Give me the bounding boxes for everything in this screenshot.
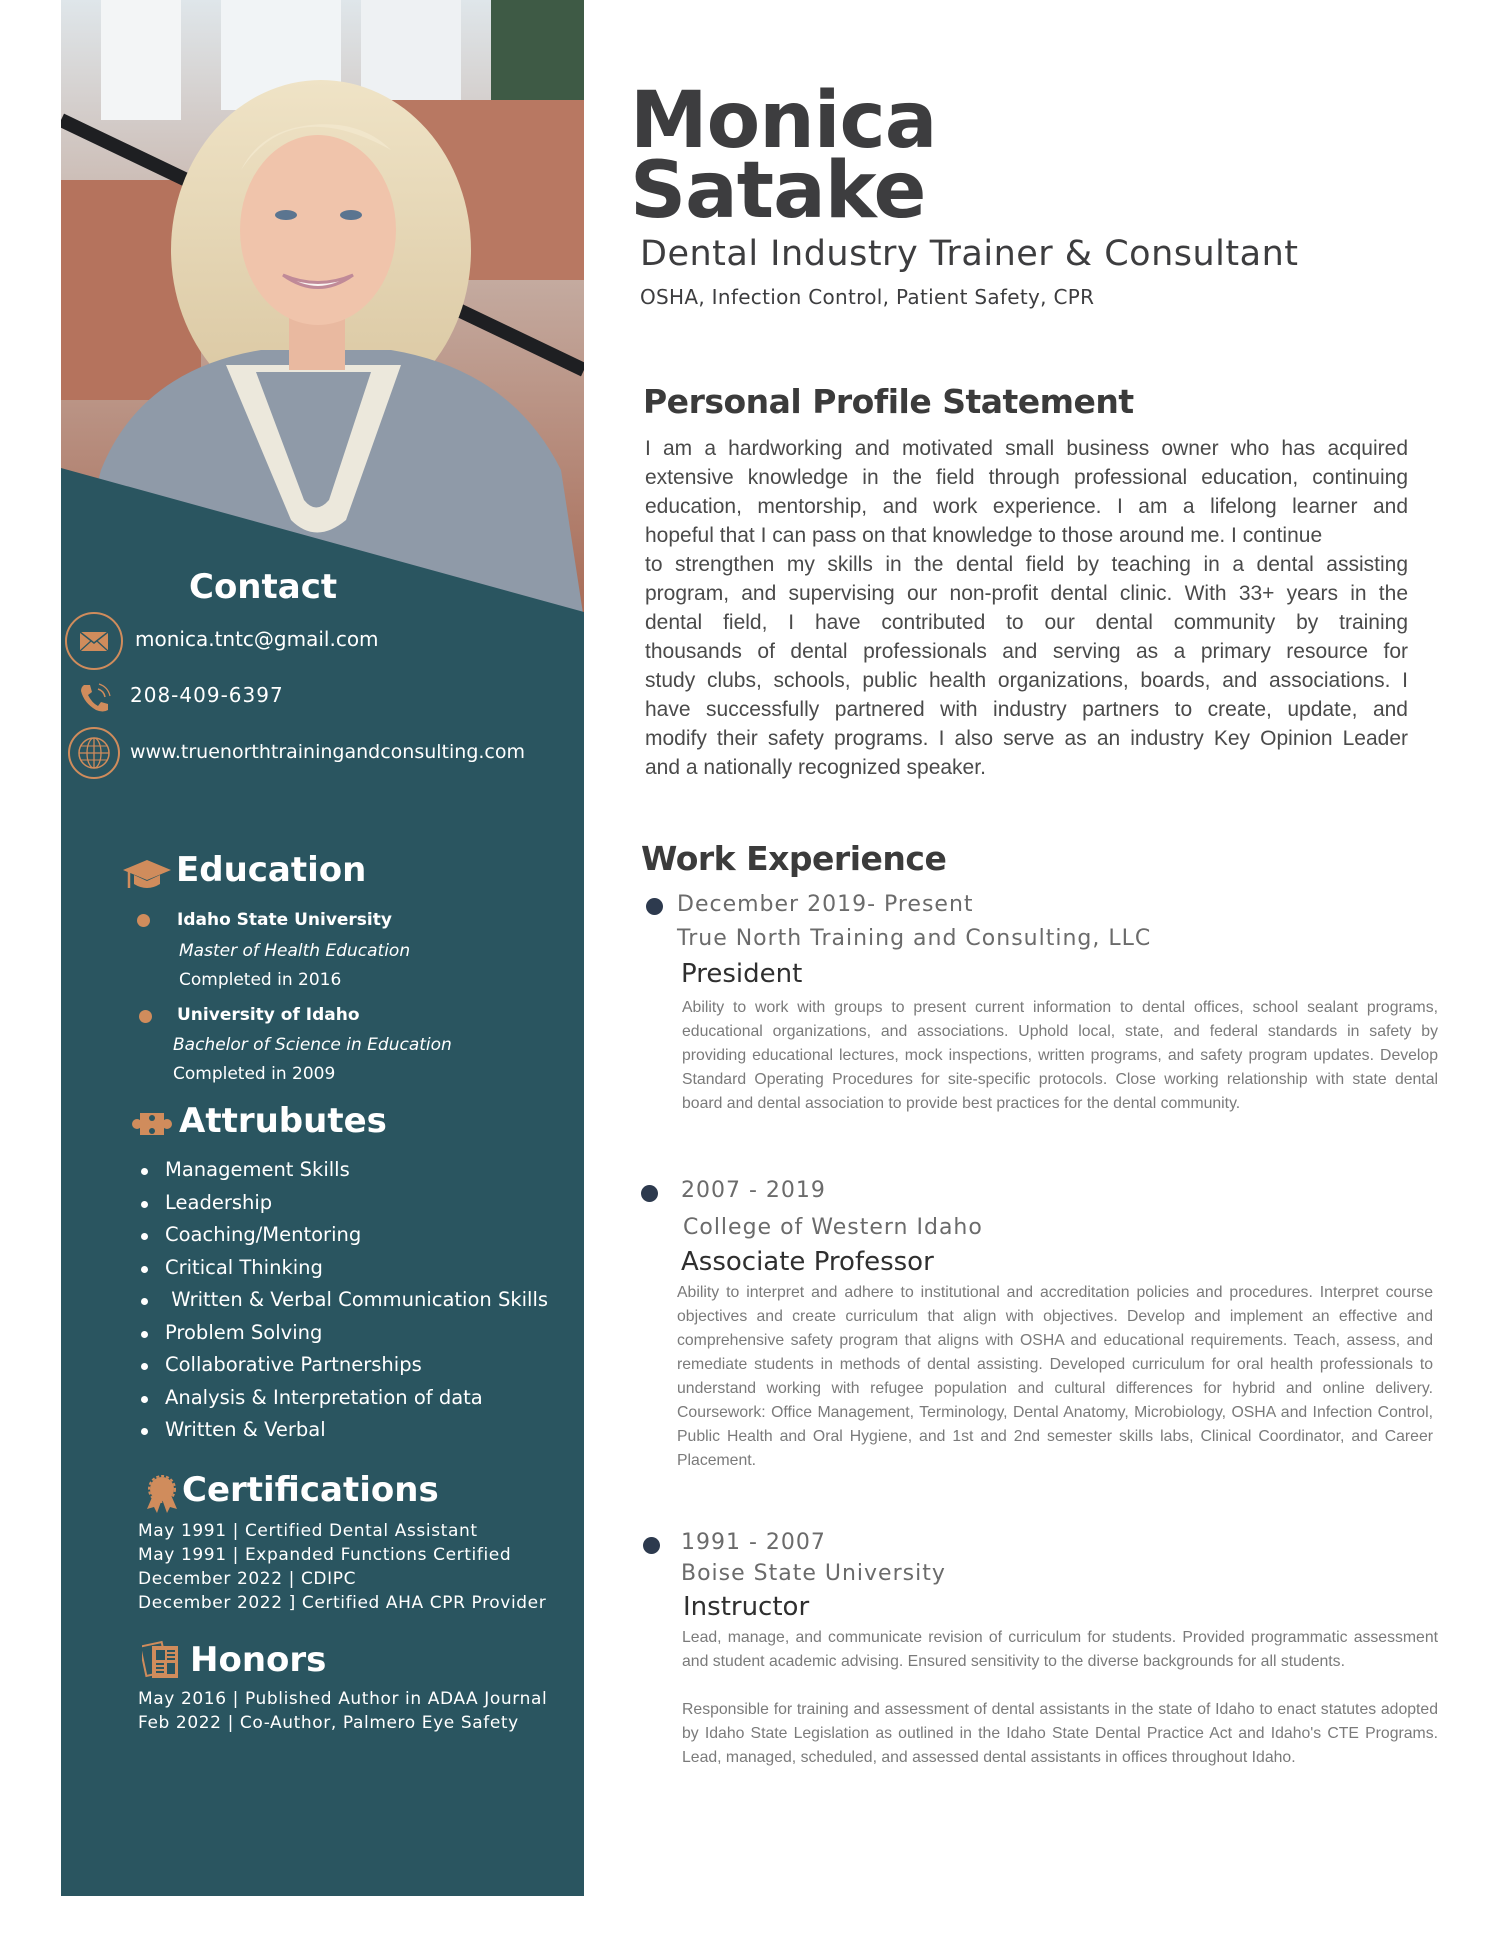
profile-line: modify their safety programs. I also serve as an industry Key Opinion Leader [645, 727, 1408, 750]
job-description-continued: Responsible for training and assessment of dental assistants in the state of Idaho to enact statutes adopted by Idaho State Legislation as outlined in the Idaho State Dental Practice Act and Idaho's CTE Programs. Lead, managed, scheduled, and assessed dental assistants in offices throughout Idaho. [682, 1701, 1438, 1766]
attribute-bullet [141, 1428, 148, 1435]
attribute-bullet [141, 1298, 148, 1305]
globe-icon [67, 726, 121, 780]
attribute-item: Management Skills [165, 1158, 350, 1181]
contact-phone[interactable]: 208-409-6397 [130, 683, 284, 707]
first-name: Monica [630, 76, 937, 166]
job-title: President [681, 959, 803, 989]
certifications-heading: Certifications [182, 1470, 439, 1510]
job-dates: 2007 - 2019 [681, 1178, 826, 1203]
education-heading: Education [176, 850, 367, 890]
job-dates: December 2019- Present [677, 892, 974, 917]
graduation-cap-icon [123, 860, 171, 892]
education-degree: Master of Health Education [179, 941, 411, 961]
attribute-bullet [141, 1331, 148, 1338]
profile-line: I am a hardworking and motivated small business owner who has acquired [645, 437, 1408, 460]
honors-heading: Honors [190, 1640, 327, 1680]
job-company: True North Training and Consulting, LLC [677, 926, 1152, 951]
job-description: Ability to work with groups to present current information to dental offices, school sealant programs, educational organizations, and associations. Uphold local, state, and federal standards in safety by providing educational lectures, mock inspections, written programs, and safety program updates. Develop Standard Operating Procedures for site-specific protocols. Close working relationship with state dental board and dental association to provide best practices for the dental community. [682, 999, 1438, 1112]
job-description: Lead, manage, and communicate revision of curriculum for students. Provided programmatic assessment and student academic advising. Ensured sensitivity to the diverse backgrounds for all students. [682, 1629, 1438, 1670]
job-dates: 1991 - 2007 [681, 1530, 826, 1555]
award-ribbon-icon [145, 1475, 179, 1513]
honor-item: May 2016 | Published Author in ADAA Journal [138, 1689, 548, 1709]
profile-line: extensive knowledge in the field through professional education, continuing [645, 466, 1408, 489]
job-description: Ability to interpret and adhere to institutional and accreditation policies and procedures. Interpret course objectives and create curriculum that align with objectives. Develop and implement an effective and comprehensive safety program that aligns with OSHA and educational requirements. Teach, assess, and remediate students in methods of dental assisting. Developed curriculum for oral health professionals to understand working with refugee population and cultural differences for hybrid and online delivery. Coursework: Office Management, Terminology, Dental Anatomy, Microbiology, OSHA and Infection Control, Public Health and Oral Hygiene, and 1st and 2nd semester skills labs, Clinical Coordinator, and Career Placement. [677, 1284, 1433, 1469]
profile-line: dental field, I have contributed to our dental community by training [645, 611, 1408, 634]
contact-heading: Contact [189, 567, 338, 607]
profile-line: thousands of dental professionals and serving as a primary resource for [645, 640, 1408, 663]
newspaper-icon [142, 1640, 182, 1680]
attribute-item: Critical Thinking [165, 1255, 323, 1279]
attributes-heading: Attrubutes [179, 1101, 387, 1141]
profile-heading: Personal Profile Statement [643, 382, 1134, 421]
profile-line: education, mentorship, and work experience. I am a lifelong learner and [645, 495, 1408, 518]
profile-line: study clubs, schools, public health organizations, boards, and associations. I [645, 669, 1408, 692]
education-school: University of Idaho [177, 1005, 360, 1025]
education-bullet [139, 1010, 152, 1023]
profile-line: to strengthen my skills in the dental field by teaching in a dental assisting [645, 553, 1408, 576]
attribute-bullet [141, 1396, 148, 1403]
contact-email[interactable]: monica.tntc@gmail.com [135, 627, 379, 651]
job-title: Instructor [683, 1592, 810, 1622]
certification-item: December 2022 ] Certified AHA CPR Provider [138, 1593, 547, 1613]
attribute-bullet [141, 1363, 148, 1370]
attribute-item: Problem Solving [165, 1320, 323, 1344]
timeline-dot [646, 898, 663, 915]
education-degree: Bachelor of Science in Education [173, 1035, 452, 1055]
profile-photo [61, 0, 584, 620]
job-company: Boise State University [681, 1561, 946, 1586]
envelope-icon [64, 611, 124, 671]
sidebar [61, 0, 584, 1896]
attribute-bullet [141, 1266, 148, 1273]
profile-line: hopeful that I can pass on that knowledge to those around me. I continue [645, 524, 1323, 547]
education-school: Idaho State University [177, 910, 392, 930]
certification-item: May 1991 | Expanded Functions Certified [138, 1545, 512, 1565]
profile-line: have successfully partnered with industry partners to create, update, and [645, 698, 1408, 721]
job-headline: Dental Industry Trainer & Consultant [640, 234, 1299, 274]
attribute-bullet [141, 1201, 148, 1208]
honor-item: Feb 2022 | Co-Author, Palmero Eye Safety [138, 1713, 519, 1733]
job-title: Associate Professor [681, 1247, 934, 1277]
puzzle-icon [132, 1111, 172, 1137]
phone-icon [78, 681, 112, 715]
attribute-bullet [141, 1168, 148, 1175]
attribute-bullet [141, 1233, 148, 1240]
attribute-item: Coaching/Mentoring [165, 1223, 362, 1246]
certification-item: May 1991 | Certified Dental Assistant [138, 1521, 478, 1541]
attribute-item: Analysis & Interpretation of data [165, 1385, 483, 1409]
education-bullet [137, 914, 150, 927]
job-company: College of Western Idaho [683, 1215, 983, 1240]
contact-website[interactable]: www.truenorthtrainingandconsulting.com [130, 741, 526, 763]
certification-item: December 2022 | CDIPC [138, 1569, 357, 1589]
attribute-item: Leadership [165, 1190, 273, 1214]
attribute-item: Written & Verbal Communication Skills [165, 1288, 549, 1311]
last-name: Satake [630, 146, 926, 236]
timeline-dot [641, 1185, 658, 1202]
profile-line: and a nationally recognized speaker. [645, 756, 986, 779]
work-heading: Work Experience [641, 839, 947, 878]
specialties: OSHA, Infection Control, Patient Safety, CPR [640, 285, 1095, 309]
attribute-item: Collaborative Partnerships [165, 1353, 422, 1376]
attribute-item: Written & Verbal [165, 1418, 326, 1441]
timeline-dot [643, 1537, 660, 1554]
education-completed: Completed in 2009 [173, 1064, 336, 1084]
profile-line: program, and supervising our non-profit dental clinic. With 33+ years in the [645, 582, 1408, 605]
education-completed: Completed in 2016 [179, 970, 342, 990]
